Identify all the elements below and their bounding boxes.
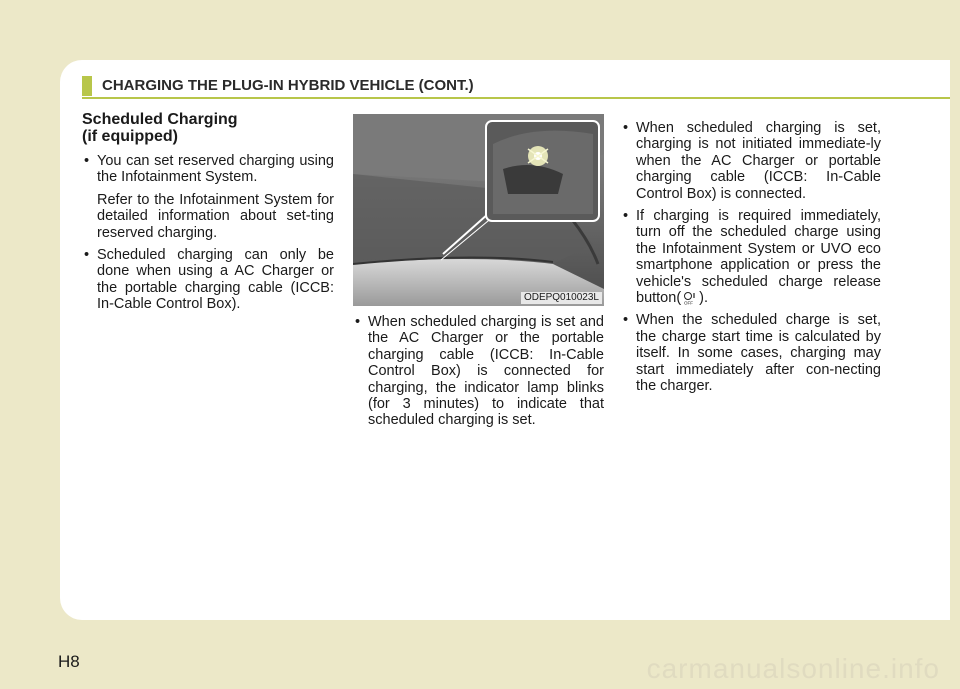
section-header — [82, 76, 950, 98]
list-item-text: ). — [699, 290, 709, 307]
page-number: H8 — [58, 652, 80, 671]
paragraph: Refer to the Infotainment System for detailed information about set-ting reserved charging. — [97, 191, 334, 241]
list-item: • Scheduled charging can only be done when using a AC Charger or the portable charging cable (ICCB: In-Cable Control Box). — [82, 247, 334, 313]
charge-release-button-icon — [682, 291, 698, 305]
icon-label: OFF — [684, 300, 694, 306]
list-item-text: If charging is required immediately, turn off the scheduled charge using the Infotainment System or UVO eco smartphone application or press the vehicle's scheduled charge release button( — [636, 208, 881, 307]
list-item — [621, 208, 881, 306]
list-item: • When the scheduled charge is set, the charge start time is calculated by itself. In some cases, charging may start immediately after con-necting the charger. — [621, 312, 881, 394]
figure-caption: ODEPQ010023L — [521, 292, 602, 304]
header-rule — [82, 97, 950, 99]
list-item: • When scheduled charging is set and the AC Charger or the portable charging cable (ICCB: In-Cable Control Box) is connected for charging, the indicator lamp blinks (for 3 minutes) to indicate that scheduled charging is set. — [353, 314, 604, 429]
dashboard-figure — [353, 114, 604, 306]
section-title-line2: (if equipped) — [82, 128, 178, 145]
list-item: • When scheduled charging is set, charging is not initiated immediate-ly when the AC Charger or portable charging cable (ICCB: In-Cable Control Box) is connected. — [621, 120, 881, 202]
section-title — [82, 111, 334, 145]
page-edge — [938, 60, 950, 620]
column-right — [621, 120, 881, 401]
windshield-illustration — [353, 114, 604, 306]
header-title: CHARGING THE PLUG-IN HYBRID VEHICLE (CONT.) — [102, 77, 474, 94]
header-accent-bar — [82, 76, 92, 96]
list-item: • You can set reserved charging using the Infotainment System. — [82, 153, 334, 186]
section-title-line1: Scheduled Charging — [82, 111, 238, 128]
column-left — [82, 111, 334, 319]
column-middle — [353, 314, 604, 435]
watermark: carmanualsonline.info — [646, 653, 940, 684]
